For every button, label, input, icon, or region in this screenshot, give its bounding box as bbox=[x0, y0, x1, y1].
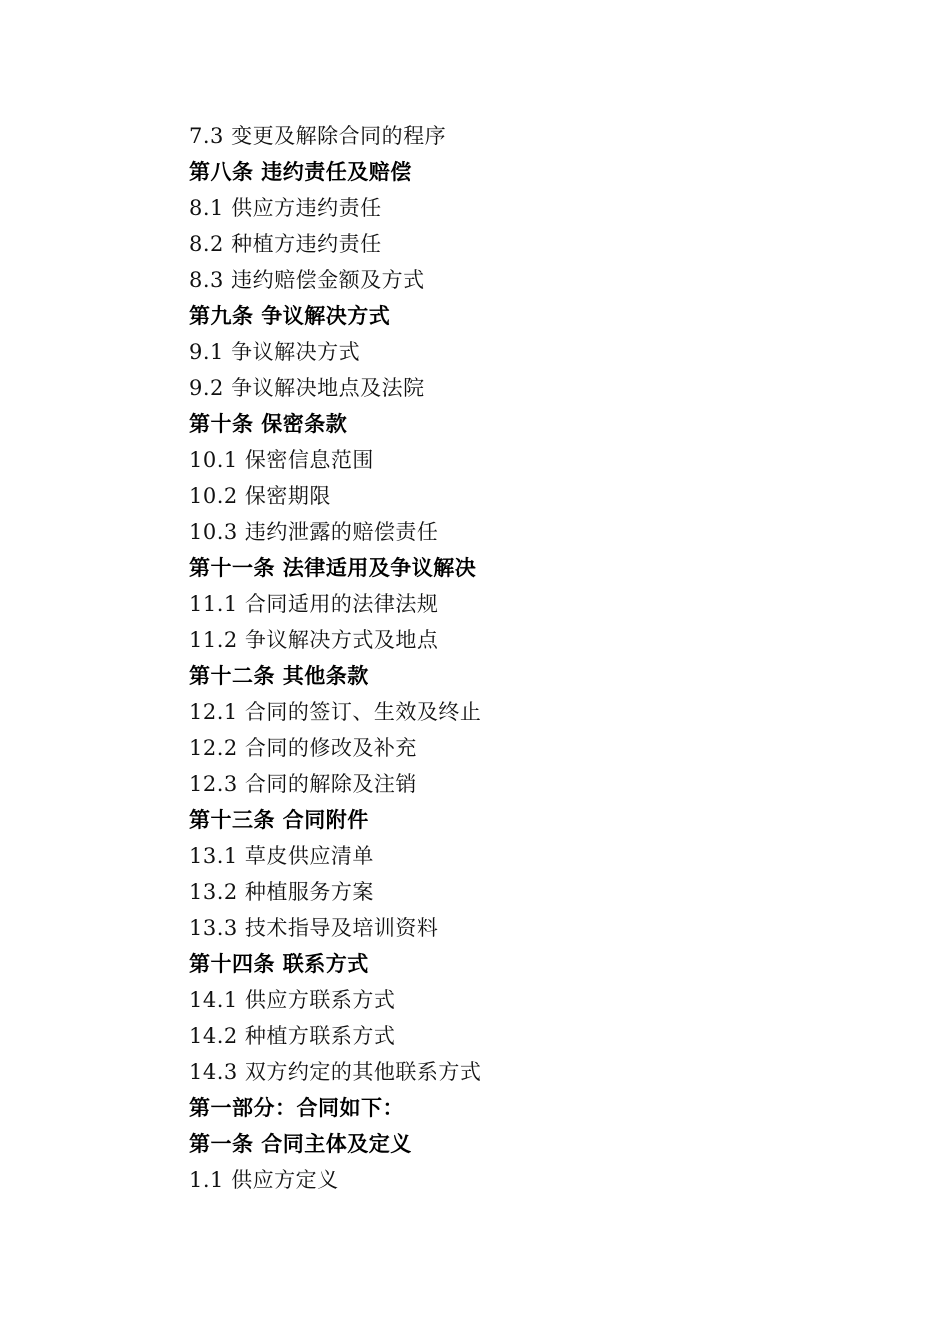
part-heading: 第一部分：合同如下： bbox=[189, 1096, 404, 1120]
clause-item: 9.1 争议解决方式 bbox=[189, 340, 361, 364]
article-heading: 第十二条 其他条款 bbox=[189, 664, 369, 688]
clause-item: 14.2 种植方联系方式 bbox=[189, 1024, 396, 1048]
clause-item: 1.1 供应方定义 bbox=[189, 1168, 339, 1192]
clause-item: 11.1 合同适用的法律法规 bbox=[189, 592, 439, 616]
clause-item: 12.1 合同的签订、生效及终止 bbox=[189, 700, 482, 724]
clause-item: 11.2 争议解决方式及地点 bbox=[189, 628, 439, 652]
clause-item: 8.2 种植方违约责任 bbox=[189, 232, 382, 256]
clause-item: 14.3 双方约定的其他联系方式 bbox=[189, 1060, 482, 1084]
document-body bbox=[189, 118, 889, 1198]
clause-item: 10.2 保密期限 bbox=[189, 484, 331, 508]
article-heading: 第十一条 法律适用及争议解决 bbox=[189, 556, 477, 580]
clause-item: 8.3 违约赔偿金额及方式 bbox=[189, 268, 425, 292]
clause-item: 13.2 种植服务方案 bbox=[189, 880, 374, 904]
clause-item: 9.2 争议解决地点及法院 bbox=[189, 376, 425, 400]
article-heading: 第十四条 联系方式 bbox=[189, 952, 369, 976]
article-heading: 第十条 保密条款 bbox=[189, 412, 348, 436]
clause-item: 13.1 草皮供应清单 bbox=[189, 844, 374, 868]
clause-item: 10.1 保密信息范围 bbox=[189, 448, 374, 472]
article-heading: 第一条 合同主体及定义 bbox=[189, 1132, 412, 1156]
clause-item: 12.3 合同的解除及注销 bbox=[189, 772, 417, 796]
article-heading: 第九条 争议解决方式 bbox=[189, 304, 391, 328]
clause-item: 7.3 变更及解除合同的程序 bbox=[189, 124, 447, 148]
clause-item: 14.1 供应方联系方式 bbox=[189, 988, 396, 1012]
clause-item: 13.3 技术指导及培训资料 bbox=[189, 916, 439, 940]
clause-item: 10.3 违约泄露的赔偿责任 bbox=[189, 520, 439, 544]
article-heading: 第八条 违约责任及赔偿 bbox=[189, 160, 412, 184]
clause-item: 12.2 合同的修改及补充 bbox=[189, 736, 417, 760]
clause-item: 8.1 供应方违约责任 bbox=[189, 196, 382, 220]
article-heading: 第十三条 合同附件 bbox=[189, 808, 369, 832]
